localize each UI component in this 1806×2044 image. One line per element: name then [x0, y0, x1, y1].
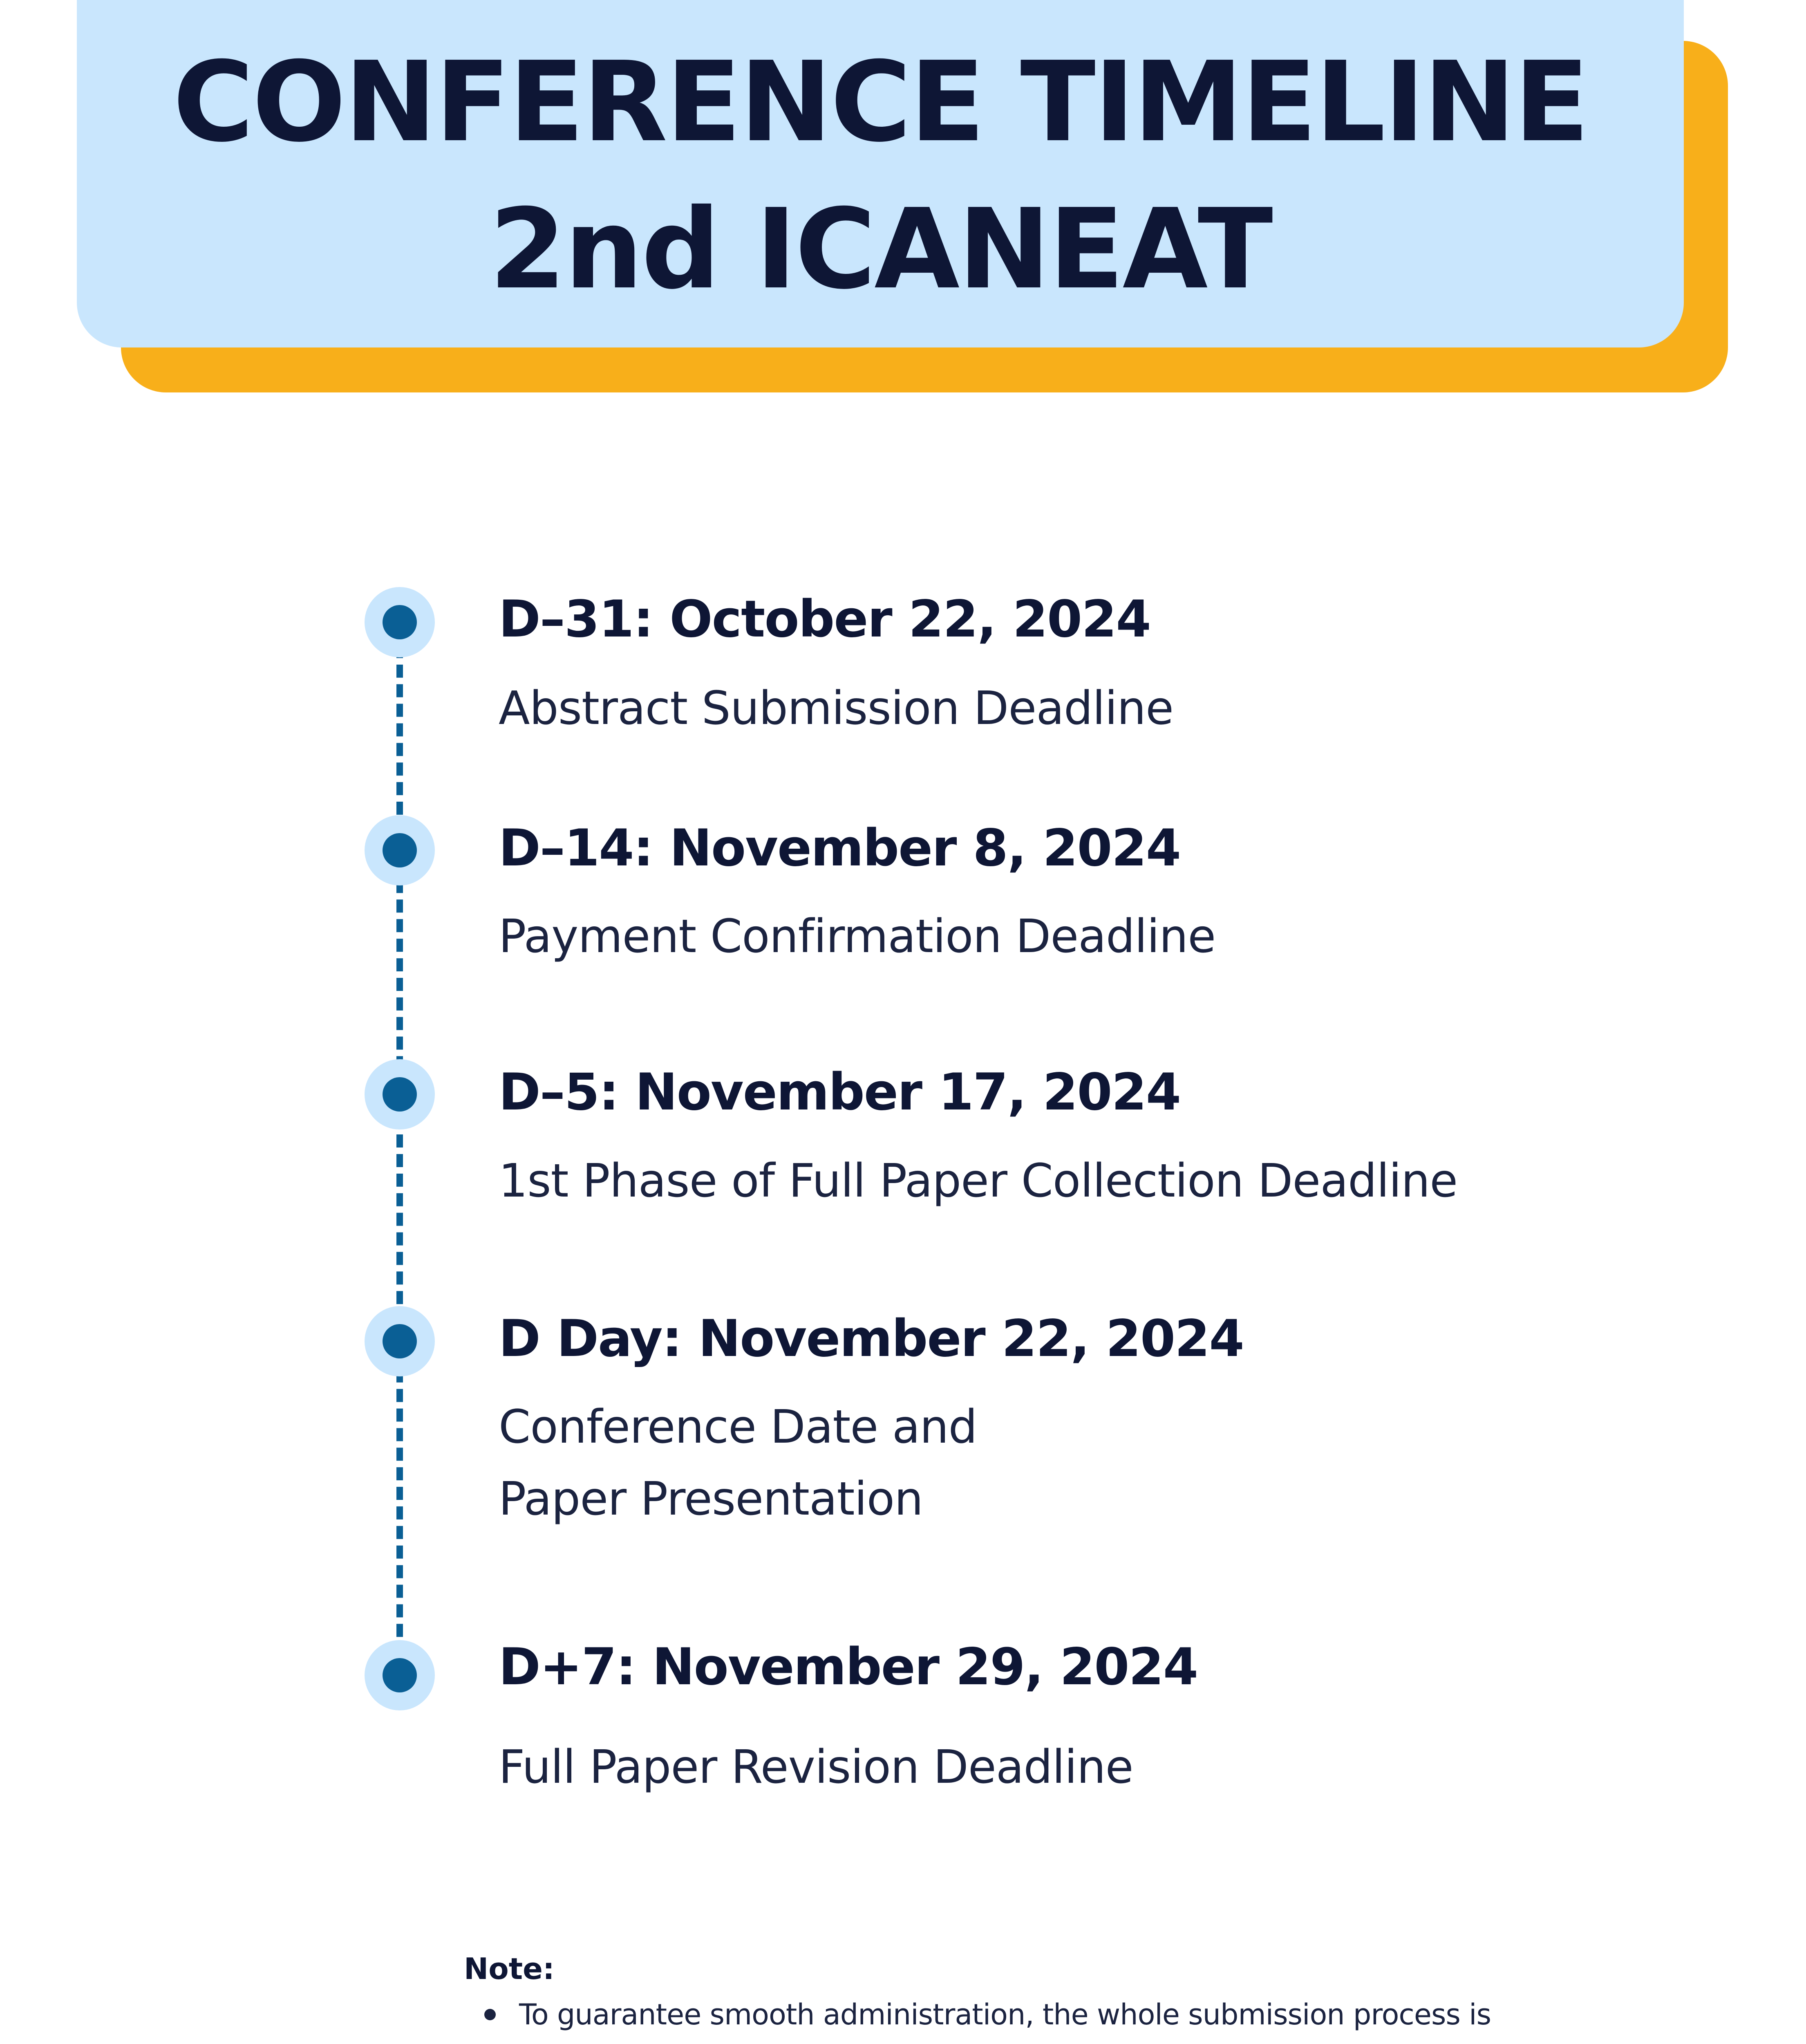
page-title-line-2: 2nd ICANEAT [489, 185, 1271, 314]
note-item-line [519, 2037, 1608, 2044]
timeline-dot-icon [365, 1059, 435, 1130]
timeline-description-line: Abstract Submission Deadline [499, 682, 1174, 735]
timeline-description-line: Conference Date and [499, 1401, 977, 1454]
timeline-connector [396, 625, 403, 1676]
timeline-description-line: Payment Confirmation Deadline [499, 910, 1216, 963]
timeline-date: D–5: November 17, 2024 [499, 1063, 1181, 1122]
timeline-dot-icon [365, 587, 435, 657]
note-item [464, 1992, 1608, 2044]
header-card [77, 0, 1684, 347]
note-title: Note: [464, 1952, 555, 1986]
note-item-line: To guarantee smooth administration, the whole submission process is [519, 1998, 1491, 2031]
timeline-date: D–31: October 22, 2024 [499, 590, 1150, 649]
note-section [464, 1946, 1608, 2044]
timeline-date: D+7: November 29, 2024 [499, 1638, 1198, 1697]
timeline-date: D Day: November 22, 2024 [499, 1309, 1244, 1368]
timeline-dot-icon [365, 1306, 435, 1376]
timeline-description [499, 1731, 1133, 1803]
timeline-description-line: Paper Presentation [499, 1472, 923, 1526]
timeline-dot-icon [365, 815, 435, 885]
timeline-dot-icon [365, 1640, 435, 1710]
timeline-description-line: 1st Phase of Full Paper Collection Deadline [499, 1154, 1458, 1208]
page-title-line-1: CONFERENCE TIMELINE [172, 38, 1588, 166]
timeline-description [499, 1145, 1457, 1217]
timeline-description [499, 1391, 977, 1535]
timeline-date: D–14: November 8, 2024 [499, 819, 1181, 878]
timeline-description [499, 672, 1173, 744]
timeline-description [499, 901, 1215, 973]
note-list [464, 1992, 1608, 2044]
timeline-description-line: Full Paper Revision Deadline [499, 1741, 1133, 1794]
